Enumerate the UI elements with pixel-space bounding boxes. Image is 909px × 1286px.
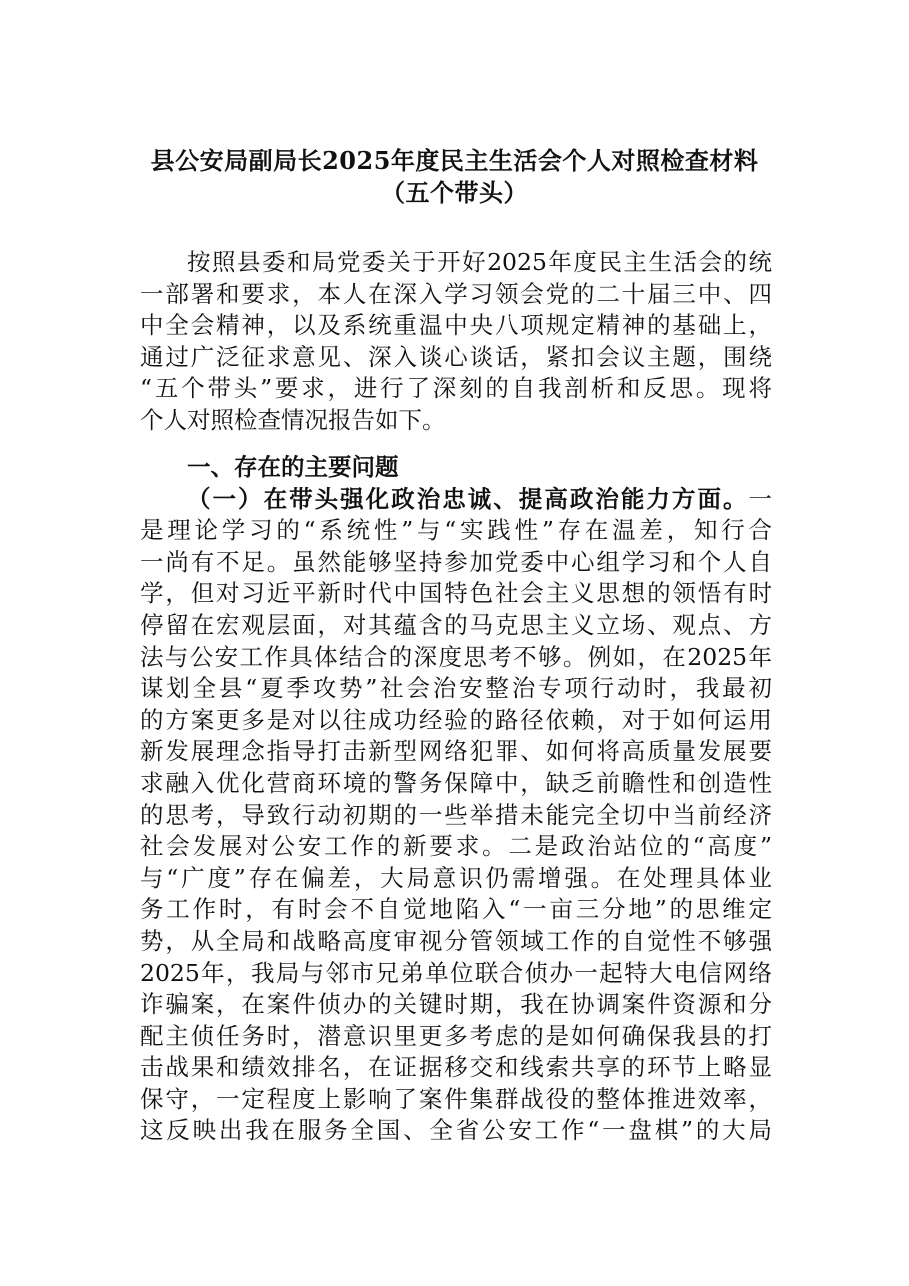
paragraph-line: 停留在宏观层面，对其蕴含的马克思主义立场、观点、方 bbox=[140, 610, 772, 639]
paragraph-line: 与“广度”存在偏差，大局意识仍需增强。在处理具体业 bbox=[140, 863, 772, 892]
section-block bbox=[140, 452, 772, 1147]
paragraph-line: 的思考，导致行动初期的一些举措未能完全切中当前经济 bbox=[140, 800, 772, 829]
paragraph-line: 2025年，我局与邻市兄弟单位联合侦办一起特大电信网络 bbox=[140, 958, 772, 987]
section-heading: 一、存在的主要问题 bbox=[187, 453, 399, 481]
paragraph-line: 社会发展对公安工作的新要求。二是政治站位的“高度” bbox=[140, 832, 772, 861]
paragraph-line: 通过广泛征求意见、深入谈心谈话，紧扣会议主题，围绕 bbox=[140, 342, 772, 371]
subsection-first-line bbox=[140, 484, 772, 516]
document-title: 县公安局副局长2025年度民主生活会个人对照检查材料 bbox=[150, 146, 759, 175]
paragraph-line: 谋划全县“夏季攻势”社会治安整治专项行动时，我最初 bbox=[140, 674, 772, 703]
paragraph-line: 势，从全局和战略高度审视分管领域工作的自觉性不够强 bbox=[140, 926, 772, 955]
paragraph-line: 保守，一定程度上影响了案件集群战役的整体推进效率， bbox=[140, 1084, 772, 1113]
paragraph-line: 是理论学习的“系统性”与“实践性”存在温差，知行合 bbox=[140, 516, 772, 545]
subsection-heading: （一）在带头强化政治忠诚、提高政治能力方面。 bbox=[187, 484, 749, 513]
paragraph-line: 诈骗案，在案件侦办的关键时期，我在协调案件资源和分 bbox=[140, 990, 772, 1019]
paragraph-line: 求融入优化营商环境的警务保障中，缺乏前瞻性和创造性 bbox=[140, 768, 772, 797]
paragraph-line: 法与公安工作具体结合的深度思考不够。例如，在2025年 bbox=[140, 642, 772, 671]
paragraph-line: 新发展理念指导打击新型网络犯罪、如何将高质量发展要 bbox=[140, 737, 772, 766]
paragraph-line: 配主侦任务时，潜意识里更多考虑的是如何确保我县的打 bbox=[140, 1021, 772, 1050]
paragraph-line: 的方案更多是对以往成功经验的路径依赖，对于如何运用 bbox=[140, 705, 772, 734]
paragraph-line: 个人对照检查情况报告如下。 bbox=[140, 405, 446, 434]
intro-paragraph bbox=[140, 247, 772, 437]
paragraph-line: 按照县委和局党委关于开好2025年度民主生活会的统 bbox=[187, 248, 772, 276]
paragraph-line-tail: 一 bbox=[748, 484, 772, 513]
paragraph-line: 学，但对习近平新时代中国特色社会主义思想的领悟有时 bbox=[140, 579, 772, 608]
paragraph-line: 击战果和绩效排名，在证据移交和线索共享的环节上略显 bbox=[140, 1053, 772, 1082]
paragraph-line: 这反映出我在服务全国、全省公安工作“一盘棋”的大局 bbox=[140, 1116, 772, 1145]
paragraph-line: 中全会精神，以及系统重温中央八项规定精神的基础上， bbox=[140, 311, 772, 340]
paragraph-line: 一尚有不足。虽然能够坚持参加党委中心组学习和个人自 bbox=[140, 547, 772, 576]
document-subtitle: （五个带头） bbox=[381, 178, 528, 207]
paragraph-line: 一部署和要求，本人在深入学习领会党的二十届三中、四 bbox=[140, 279, 772, 308]
paragraph-line: 务工作时，有时会不自觉地陷入“一亩三分地”的思维定 bbox=[140, 895, 772, 924]
paragraph-line: “五个带头”要求，进行了深刻的自我剖析和反思。现将 bbox=[140, 374, 772, 403]
